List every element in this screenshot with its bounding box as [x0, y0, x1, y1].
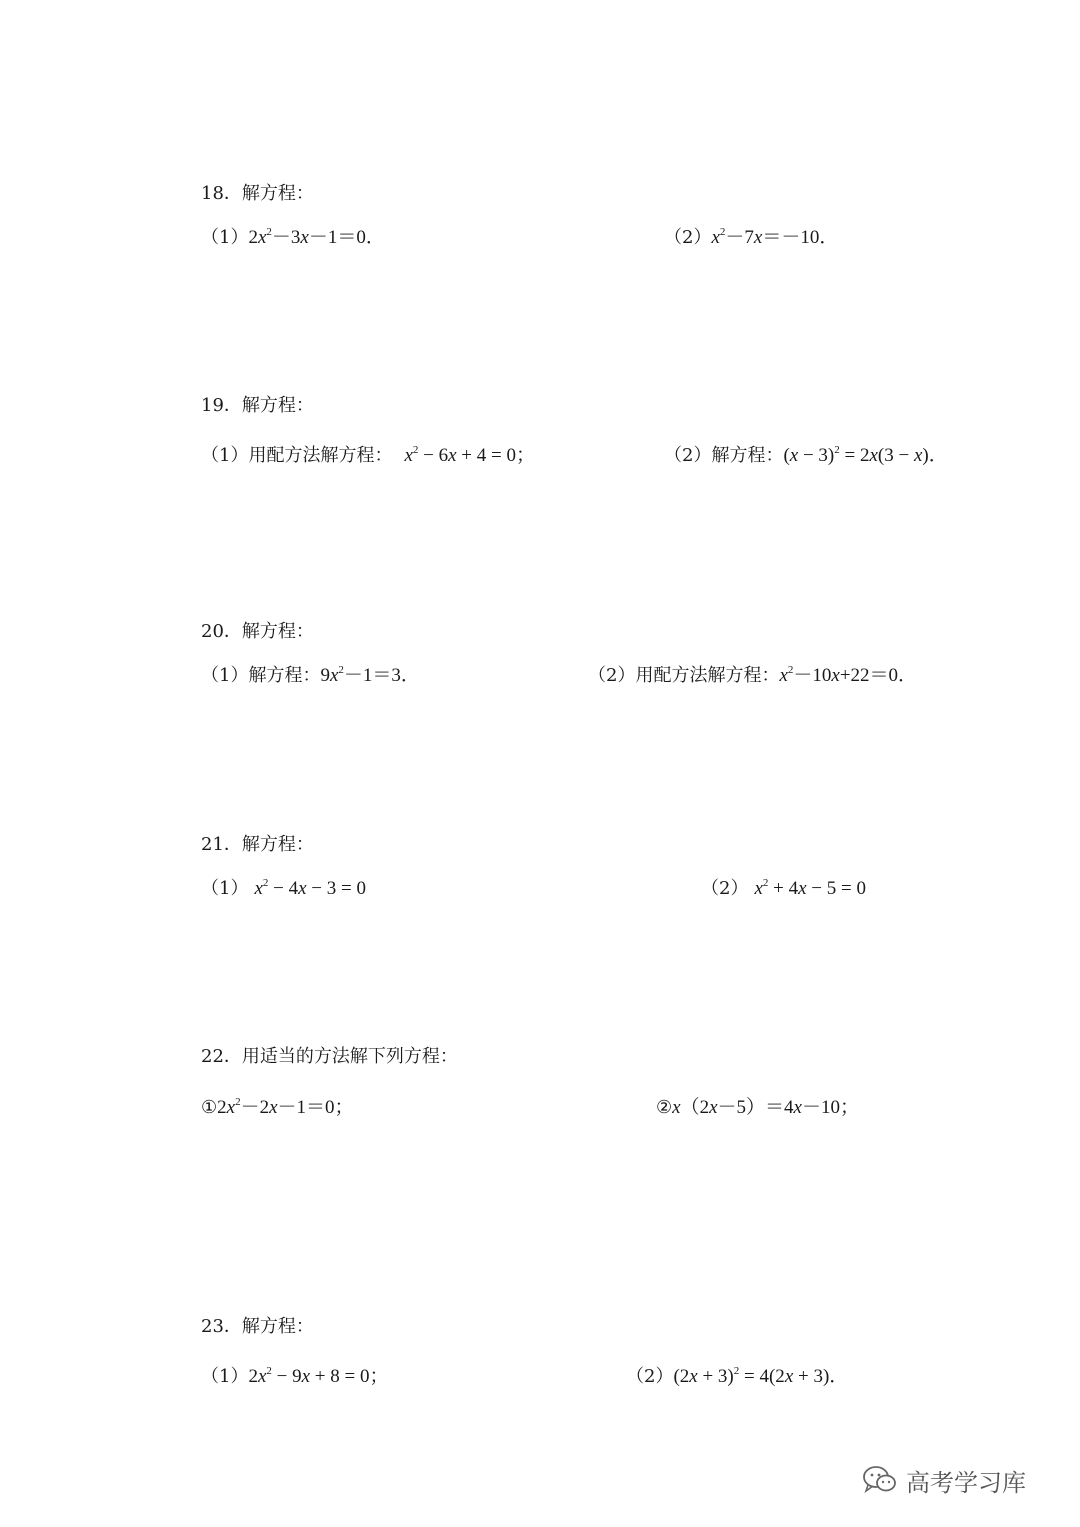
equation: $2x^2-2x-1=0$； — [217, 1096, 354, 1118]
part-prefix: （1） — [201, 227, 249, 248]
part-prefix: （2） — [701, 878, 749, 899]
problem-19-part-2 — [664, 444, 948, 468]
part-prefix: （2）用配方法解方程： — [588, 665, 780, 686]
part-prefix: （2） — [664, 227, 712, 248]
problem-23-part-2 — [626, 1365, 848, 1389]
equation: $x^2-7x=-10$． — [711, 226, 839, 248]
problem-21-title: 21．解方程： — [201, 834, 314, 855]
problem-21-part-1 — [201, 877, 366, 901]
part-prefix: （1）解方程： — [201, 665, 321, 686]
watermark-text: 高考学习库 — [906, 1468, 1026, 1497]
equation: $x^2 + 4x - 5 = 0$ — [754, 877, 866, 899]
equation: $2x^2 - 9x + 8 = 0$； — [248, 1365, 389, 1387]
part-prefix: （2） — [626, 1366, 674, 1387]
part-prefix: ② — [656, 1097, 673, 1118]
problem-23-title: 23．解方程： — [201, 1316, 314, 1337]
part-prefix: （1） — [201, 1366, 249, 1387]
wechat-icon — [862, 1465, 898, 1495]
problem-19-title: 19．解方程： — [201, 395, 314, 416]
problem-18-part-1 — [201, 226, 385, 250]
part-prefix: （2）解方程： — [664, 445, 784, 466]
problem-23-part-1 — [201, 1365, 388, 1389]
equation: $x^2 - 6x + 4 = 0$； — [404, 444, 535, 466]
problem-20-title: 20．解方程： — [201, 621, 314, 642]
problem-22-part-2 — [656, 1096, 859, 1120]
equation: x（2x－5）＝4x－10； — [672, 1097, 859, 1118]
part-prefix: （1） — [201, 878, 249, 899]
problem-18-title: 18．解方程： — [201, 183, 314, 204]
watermark — [862, 1458, 1052, 1502]
problem-22-title: 22．用适当的方法解下列方程： — [201, 1046, 458, 1067]
problem-20-part-1 — [201, 664, 420, 688]
problem-22-part-1 — [201, 1096, 354, 1120]
problem-19-part-1 — [201, 444, 535, 468]
part-prefix: ① — [201, 1097, 218, 1118]
equation: $x^2-10x+22=0$． — [779, 664, 918, 686]
equation: $9x^2-1=3$． — [320, 664, 420, 686]
equation: $(x - 3)^2 = 2x(3 - x)$． — [783, 444, 948, 466]
problem-18-part-2 — [664, 226, 838, 250]
equation: $(2x + 3)^2 = 4(2x + 3)$． — [673, 1365, 849, 1387]
problem-20-part-2 — [588, 664, 917, 688]
equation: $x^2 - 4x - 3 = 0$ — [254, 877, 366, 899]
problem-21-part-2 — [701, 877, 866, 901]
equation: $2x^2-3x-1=0$． — [248, 226, 385, 248]
part-prefix: （1）用配方法解方程： — [201, 445, 393, 466]
